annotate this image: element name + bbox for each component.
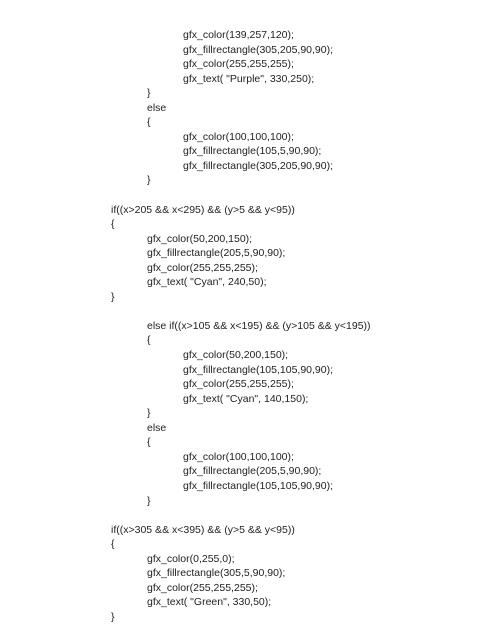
code-line: gfx_color(255,255,255); xyxy=(147,581,258,594)
code-line: gfx_color(255,255,255); xyxy=(183,378,294,391)
blank-line xyxy=(0,508,495,523)
code-line: gfx_text( "Cyan", 140,150); xyxy=(183,392,309,405)
code-line: } xyxy=(147,407,151,420)
code-line: gfx_color(255,255,255); xyxy=(183,58,294,71)
code-line: { xyxy=(147,436,151,449)
code-line: gfx_fillrectangle(305,5,90,90); xyxy=(147,567,286,580)
code-line: { xyxy=(147,334,151,347)
code-line: gfx_color(100,100,100); xyxy=(183,450,294,463)
code-line: { xyxy=(147,116,151,129)
code-line: gfx_fillrectangle(205,5,90,90); xyxy=(183,465,322,478)
code-line: gfx_fillrectangle(105,105,90,90); xyxy=(183,363,334,376)
code-line: else xyxy=(147,101,167,114)
code-line: gfx_fillrectangle(305,205,90,90); xyxy=(183,43,334,56)
code-line: } xyxy=(147,174,151,187)
code-line: else xyxy=(147,421,167,434)
code-line: gfx_fillrectangle(105,5,90,90); xyxy=(183,145,322,158)
code-line: gfx_color(50,200,150); xyxy=(183,349,289,362)
code-line: } xyxy=(111,610,115,623)
code-line: gfx_text( "Green", 330,50); xyxy=(147,596,272,609)
code-line: gfx_text( "Cyan", 240,50); xyxy=(147,276,267,289)
code-line: } xyxy=(111,290,115,303)
blank-line xyxy=(0,304,495,319)
code-line: gfx_color(139,257,120); xyxy=(183,29,294,41)
code-line: } xyxy=(147,494,151,507)
code-line: } xyxy=(147,87,151,100)
code-line: if((x>305 && x<395) && (y>5 && y<95)) xyxy=(111,523,295,536)
code-line: gfx_text( "Purple", 330,250); xyxy=(183,72,315,85)
code-line: { xyxy=(111,218,115,231)
code-line: gfx_fillrectangle(305,205,90,90); xyxy=(183,159,334,172)
code-line: gfx_color(50,200,150); xyxy=(147,232,253,245)
code-line: else if((x>105 && x<195) && (y>105 && y<195)) xyxy=(147,319,371,332)
code-line: gfx_fillrectangle(105,105,90,90); xyxy=(183,479,334,492)
code-line: if((x>205 && x<295) && (y>5 && y<95)) xyxy=(111,203,295,216)
code-line: gfx_color(100,100,100); xyxy=(183,130,294,143)
code-listing xyxy=(0,28,495,624)
blank-line xyxy=(0,188,495,203)
code-line: gfx_color(0,255,0); xyxy=(147,552,235,565)
code-line: gfx_color(255,255,255); xyxy=(147,261,258,274)
code-line: gfx_fillrectangle(205,5,90,90); xyxy=(147,247,286,260)
code-line: { xyxy=(111,538,115,551)
